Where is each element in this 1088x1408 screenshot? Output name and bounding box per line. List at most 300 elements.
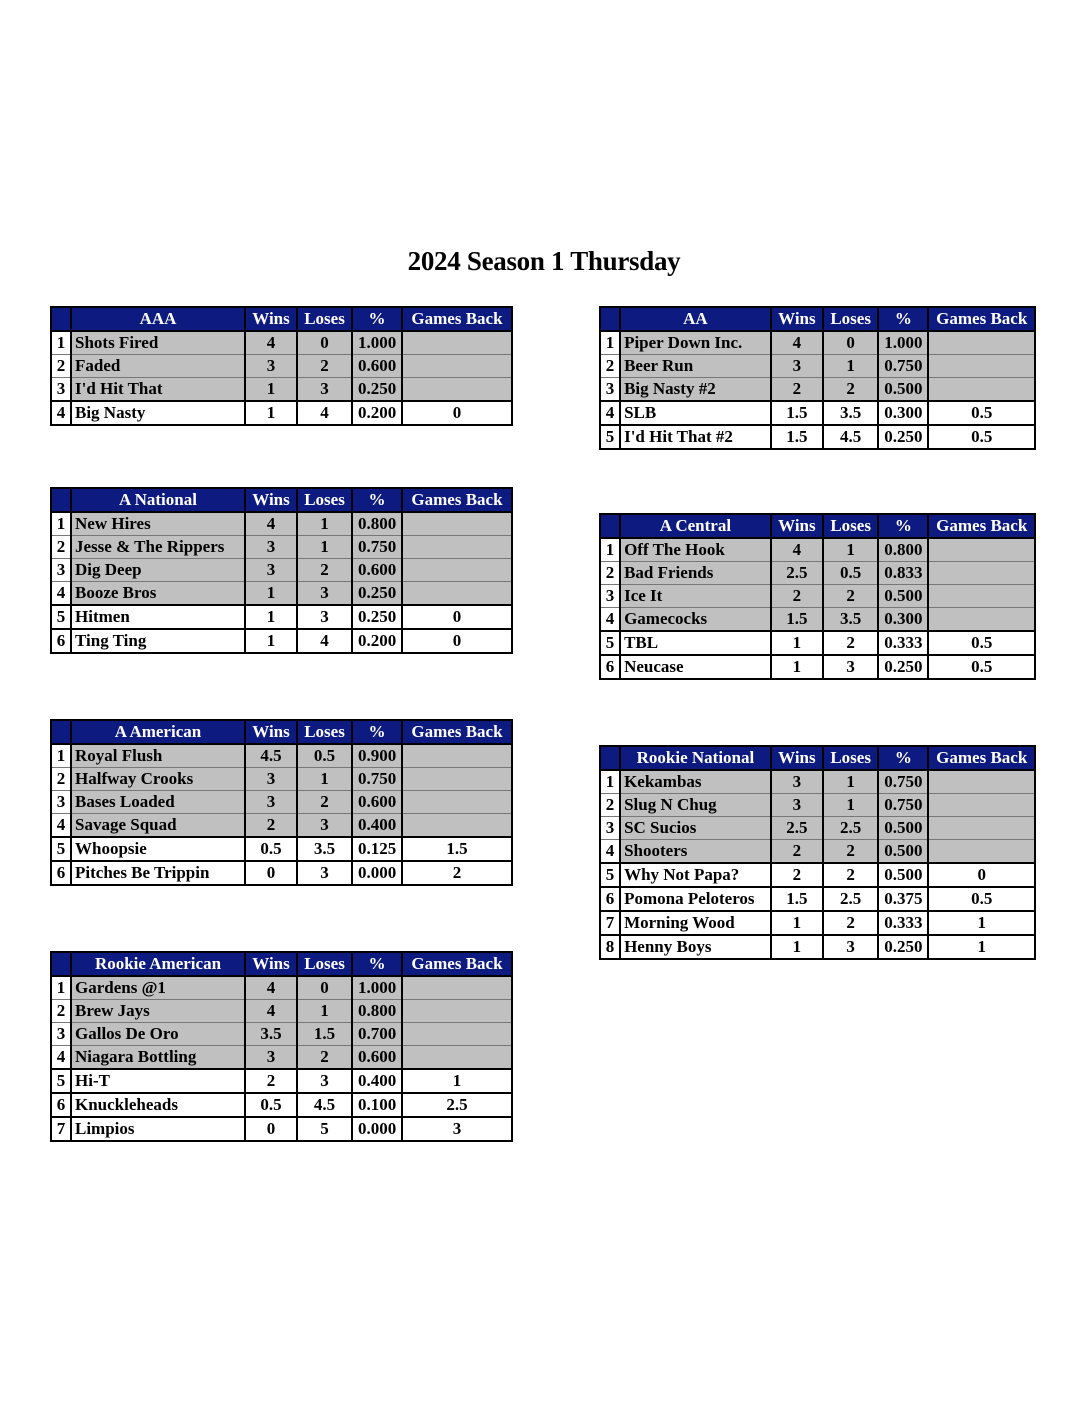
wins-cell: 1 bbox=[771, 655, 823, 679]
wins-cell: 1.5 bbox=[771, 608, 823, 632]
rank-cell: 1 bbox=[600, 538, 620, 562]
loses-cell: 2 bbox=[823, 378, 878, 402]
division-name: A National bbox=[71, 488, 245, 512]
loses-cell: 2 bbox=[297, 791, 352, 814]
loses-cell: 2 bbox=[297, 1046, 352, 1070]
pct-cell: 0.600 bbox=[352, 1046, 402, 1070]
team-name-cell: New Hires bbox=[71, 512, 245, 536]
pct-cell: 0.250 bbox=[352, 378, 402, 402]
games-back-cell bbox=[928, 585, 1035, 608]
loses-cell: 4.5 bbox=[823, 425, 878, 449]
wins-cell: 3 bbox=[245, 559, 297, 582]
loses-cell: 1 bbox=[297, 512, 352, 536]
table-row bbox=[51, 559, 512, 582]
header-wins: Wins bbox=[245, 952, 297, 976]
games-back-cell bbox=[402, 1023, 512, 1046]
loses-cell: 5 bbox=[297, 1117, 352, 1141]
loses-cell: 3.5 bbox=[823, 608, 878, 632]
rank-cell: 2 bbox=[600, 562, 620, 585]
wins-cell: 3 bbox=[245, 355, 297, 378]
table-row bbox=[51, 355, 512, 378]
pct-cell: 0.250 bbox=[878, 425, 928, 449]
table-row bbox=[600, 863, 1035, 887]
header-pct: % bbox=[352, 488, 402, 512]
team-name-cell: Knuckleheads bbox=[71, 1093, 245, 1117]
wins-cell: 0 bbox=[245, 1117, 297, 1141]
pct-cell: 0.300 bbox=[878, 608, 928, 632]
pct-cell: 0.750 bbox=[878, 355, 928, 378]
table-row bbox=[600, 585, 1035, 608]
table-row bbox=[600, 631, 1035, 655]
rank-cell: 3 bbox=[600, 817, 620, 840]
rank-cell: 2 bbox=[51, 768, 71, 791]
loses-cell: 3 bbox=[297, 1069, 352, 1093]
rank-cell: 4 bbox=[51, 814, 71, 838]
table-row bbox=[600, 378, 1035, 402]
games-back-cell bbox=[402, 378, 512, 402]
team-name-cell: Off The Hook bbox=[620, 538, 771, 562]
table-row bbox=[51, 1069, 512, 1093]
team-name-cell: Bases Loaded bbox=[71, 791, 245, 814]
team-name-cell: I'd Hit That bbox=[71, 378, 245, 402]
header-wins: Wins bbox=[245, 488, 297, 512]
table-header-row bbox=[600, 307, 1035, 331]
games-back-cell: 0.5 bbox=[928, 655, 1035, 679]
header-wins: Wins bbox=[771, 514, 823, 538]
standings-table-aaa bbox=[50, 306, 513, 426]
division-name: Rookie American bbox=[71, 952, 245, 976]
wins-cell: 1 bbox=[245, 629, 297, 653]
pct-cell: 0.250 bbox=[352, 605, 402, 629]
games-back-cell bbox=[402, 1046, 512, 1070]
team-name-cell: Henny Boys bbox=[620, 935, 771, 959]
pct-cell: 0.250 bbox=[878, 655, 928, 679]
rank-cell: 2 bbox=[600, 355, 620, 378]
table-row bbox=[600, 817, 1035, 840]
games-back-cell bbox=[402, 768, 512, 791]
loses-cell: 3 bbox=[297, 378, 352, 402]
pct-cell: 0.100 bbox=[352, 1093, 402, 1117]
loses-cell: 1 bbox=[297, 768, 352, 791]
loses-cell: 3 bbox=[297, 814, 352, 838]
games-back-cell: 0.5 bbox=[928, 887, 1035, 911]
wins-cell: 2 bbox=[245, 814, 297, 838]
wins-cell: 1.5 bbox=[771, 401, 823, 425]
games-back-cell bbox=[928, 538, 1035, 562]
rank-cell: 2 bbox=[51, 1000, 71, 1023]
pct-cell: 0.500 bbox=[878, 840, 928, 864]
rank-cell: 3 bbox=[600, 585, 620, 608]
header-wins: Wins bbox=[771, 307, 823, 331]
wins-cell: 0.5 bbox=[245, 1093, 297, 1117]
standings-table-rookie-national bbox=[599, 745, 1036, 960]
table-row bbox=[51, 629, 512, 653]
wins-cell: 3 bbox=[771, 770, 823, 794]
table-row bbox=[600, 794, 1035, 817]
header-loses: Loses bbox=[297, 952, 352, 976]
loses-cell: 1 bbox=[823, 794, 878, 817]
team-name-cell: Halfway Crooks bbox=[71, 768, 245, 791]
table-row bbox=[51, 536, 512, 559]
team-name-cell: Shooters bbox=[620, 840, 771, 864]
team-name-cell: Royal Flush bbox=[71, 744, 245, 768]
table-row bbox=[51, 1117, 512, 1141]
rank-cell: 3 bbox=[51, 378, 71, 402]
table-row bbox=[51, 331, 512, 355]
table-row bbox=[51, 768, 512, 791]
loses-cell: 1 bbox=[297, 1000, 352, 1023]
table-row bbox=[51, 401, 512, 425]
games-back-cell: 1 bbox=[928, 935, 1035, 959]
games-back-cell: 0.5 bbox=[928, 401, 1035, 425]
table-header-row bbox=[51, 307, 512, 331]
rank-cell: 2 bbox=[600, 794, 620, 817]
standings-table-a-central bbox=[599, 513, 1036, 680]
header-pct: % bbox=[878, 307, 928, 331]
header-rank bbox=[51, 488, 71, 512]
table-row bbox=[600, 401, 1035, 425]
table-row bbox=[51, 1000, 512, 1023]
wins-cell: 2.5 bbox=[771, 817, 823, 840]
table-header-row bbox=[600, 746, 1035, 770]
loses-cell: 0 bbox=[297, 976, 352, 1000]
team-name-cell: Big Nasty #2 bbox=[620, 378, 771, 402]
header-wins: Wins bbox=[771, 746, 823, 770]
team-name-cell: Slug N Chug bbox=[620, 794, 771, 817]
pct-cell: 0.400 bbox=[352, 1069, 402, 1093]
rank-cell: 4 bbox=[51, 582, 71, 606]
loses-cell: 3 bbox=[297, 861, 352, 885]
wins-cell: 3 bbox=[245, 536, 297, 559]
rank-cell: 5 bbox=[51, 837, 71, 861]
games-back-cell bbox=[402, 582, 512, 606]
wins-cell: 2.5 bbox=[771, 562, 823, 585]
team-name-cell: Jesse & The Rippers bbox=[71, 536, 245, 559]
standings-table-a-national bbox=[50, 487, 513, 654]
rank-cell: 1 bbox=[600, 331, 620, 355]
rank-cell: 5 bbox=[51, 1069, 71, 1093]
rank-cell: 7 bbox=[51, 1117, 71, 1141]
loses-cell: 4 bbox=[297, 629, 352, 653]
wins-cell: 2 bbox=[771, 378, 823, 402]
pct-cell: 1.000 bbox=[352, 976, 402, 1000]
games-back-cell bbox=[402, 814, 512, 838]
wins-cell: 4 bbox=[771, 538, 823, 562]
team-name-cell: Gallos De Oro bbox=[71, 1023, 245, 1046]
games-back-cell: 0 bbox=[402, 605, 512, 629]
table-row bbox=[51, 582, 512, 606]
wins-cell: 3 bbox=[771, 355, 823, 378]
rank-cell: 6 bbox=[51, 1093, 71, 1117]
table-row bbox=[51, 791, 512, 814]
loses-cell: 3 bbox=[823, 935, 878, 959]
wins-cell: 4 bbox=[771, 331, 823, 355]
pct-cell: 1.000 bbox=[352, 331, 402, 355]
team-name-cell: Ice It bbox=[620, 585, 771, 608]
loses-cell: 3 bbox=[297, 605, 352, 629]
wins-cell: 1 bbox=[245, 401, 297, 425]
team-name-cell: Ting Ting bbox=[71, 629, 245, 653]
games-back-cell: 2.5 bbox=[402, 1093, 512, 1117]
loses-cell: 0 bbox=[823, 331, 878, 355]
rank-cell: 6 bbox=[600, 655, 620, 679]
pct-cell: 0.500 bbox=[878, 817, 928, 840]
wins-cell: 3 bbox=[771, 794, 823, 817]
team-name-cell: Hitmen bbox=[71, 605, 245, 629]
team-name-cell: Pomona Peloteros bbox=[620, 887, 771, 911]
team-name-cell: Piper Down Inc. bbox=[620, 331, 771, 355]
rank-cell: 1 bbox=[51, 512, 71, 536]
team-name-cell: Savage Squad bbox=[71, 814, 245, 838]
team-name-cell: Booze Bros bbox=[71, 582, 245, 606]
header-games-back: Games Back bbox=[928, 746, 1035, 770]
loses-cell: 0.5 bbox=[297, 744, 352, 768]
rank-cell: 3 bbox=[600, 378, 620, 402]
games-back-cell bbox=[928, 608, 1035, 632]
loses-cell: 2.5 bbox=[823, 817, 878, 840]
rank-cell: 5 bbox=[600, 863, 620, 887]
pct-cell: 0.500 bbox=[878, 863, 928, 887]
table-row bbox=[51, 512, 512, 536]
pct-cell: 0.400 bbox=[352, 814, 402, 838]
wins-cell: 0.5 bbox=[245, 837, 297, 861]
rank-cell: 4 bbox=[51, 401, 71, 425]
table-row bbox=[51, 814, 512, 838]
table-row bbox=[600, 331, 1035, 355]
pct-cell: 0.800 bbox=[352, 1000, 402, 1023]
pct-cell: 0.833 bbox=[878, 562, 928, 585]
header-rank bbox=[51, 720, 71, 744]
header-games-back: Games Back bbox=[402, 488, 512, 512]
rank-cell: 4 bbox=[600, 608, 620, 632]
rank-cell: 6 bbox=[51, 629, 71, 653]
wins-cell: 2 bbox=[771, 863, 823, 887]
table-row bbox=[51, 1046, 512, 1070]
rank-cell: 4 bbox=[51, 1046, 71, 1070]
loses-cell: 4 bbox=[297, 401, 352, 425]
header-wins: Wins bbox=[245, 307, 297, 331]
wins-cell: 1.5 bbox=[771, 887, 823, 911]
table-row bbox=[51, 744, 512, 768]
pct-cell: 0.200 bbox=[352, 629, 402, 653]
games-back-cell bbox=[402, 791, 512, 814]
rank-cell: 1 bbox=[600, 770, 620, 794]
division-name: A Central bbox=[620, 514, 771, 538]
pct-cell: 0.200 bbox=[352, 401, 402, 425]
pct-cell: 0.000 bbox=[352, 1117, 402, 1141]
rank-cell: 2 bbox=[51, 355, 71, 378]
table-row bbox=[51, 378, 512, 402]
header-rank bbox=[600, 307, 620, 331]
team-name-cell: Hi-T bbox=[71, 1069, 245, 1093]
pct-cell: 0.600 bbox=[352, 791, 402, 814]
header-wins: Wins bbox=[245, 720, 297, 744]
loses-cell: 2 bbox=[297, 355, 352, 378]
table-row bbox=[51, 605, 512, 629]
loses-cell: 1 bbox=[823, 538, 878, 562]
games-back-cell bbox=[402, 331, 512, 355]
pct-cell: 0.375 bbox=[878, 887, 928, 911]
team-name-cell: Big Nasty bbox=[71, 401, 245, 425]
wins-cell: 3.5 bbox=[245, 1023, 297, 1046]
header-loses: Loses bbox=[297, 720, 352, 744]
header-pct: % bbox=[352, 307, 402, 331]
team-name-cell: Dig Deep bbox=[71, 559, 245, 582]
wins-cell: 1 bbox=[245, 582, 297, 606]
loses-cell: 1 bbox=[823, 355, 878, 378]
rank-cell: 6 bbox=[600, 887, 620, 911]
loses-cell: 0.5 bbox=[823, 562, 878, 585]
loses-cell: 1.5 bbox=[297, 1023, 352, 1046]
standings-table-a-american bbox=[50, 719, 513, 886]
wins-cell: 3 bbox=[245, 1046, 297, 1070]
games-back-cell bbox=[928, 355, 1035, 378]
wins-cell: 1 bbox=[771, 935, 823, 959]
loses-cell: 1 bbox=[297, 536, 352, 559]
division-name: AAA bbox=[71, 307, 245, 331]
pct-cell: 0.250 bbox=[352, 582, 402, 606]
pct-cell: 0.800 bbox=[352, 512, 402, 536]
wins-cell: 2 bbox=[771, 585, 823, 608]
header-games-back: Games Back bbox=[928, 514, 1035, 538]
team-name-cell: Why Not Papa? bbox=[620, 863, 771, 887]
header-pct: % bbox=[352, 952, 402, 976]
wins-cell: 2 bbox=[771, 840, 823, 864]
table-header-row bbox=[600, 514, 1035, 538]
team-name-cell: Niagara Bottling bbox=[71, 1046, 245, 1070]
header-games-back: Games Back bbox=[402, 720, 512, 744]
pct-cell: 0.750 bbox=[878, 770, 928, 794]
table-row bbox=[600, 562, 1035, 585]
games-back-cell: 1 bbox=[402, 1069, 512, 1093]
header-games-back: Games Back bbox=[402, 952, 512, 976]
header-loses: Loses bbox=[297, 307, 352, 331]
wins-cell: 4 bbox=[245, 1000, 297, 1023]
pct-cell: 0.300 bbox=[878, 401, 928, 425]
pct-cell: 0.125 bbox=[352, 837, 402, 861]
wins-cell: 4 bbox=[245, 512, 297, 536]
table-row bbox=[51, 1023, 512, 1046]
loses-cell: 3 bbox=[823, 655, 878, 679]
games-back-cell bbox=[928, 378, 1035, 402]
games-back-cell: 2 bbox=[402, 861, 512, 885]
rank-cell: 3 bbox=[51, 1023, 71, 1046]
games-back-cell: 0 bbox=[928, 863, 1035, 887]
wins-cell: 4 bbox=[245, 976, 297, 1000]
games-back-cell bbox=[402, 976, 512, 1000]
division-name: Rookie National bbox=[620, 746, 771, 770]
wins-cell: 3 bbox=[245, 791, 297, 814]
loses-cell: 2 bbox=[823, 631, 878, 655]
table-row bbox=[600, 655, 1035, 679]
team-name-cell: I'd Hit That #2 bbox=[620, 425, 771, 449]
rank-cell: 5 bbox=[600, 425, 620, 449]
team-name-cell: Brew Jays bbox=[71, 1000, 245, 1023]
header-games-back: Games Back bbox=[402, 307, 512, 331]
loses-cell: 0 bbox=[297, 331, 352, 355]
pct-cell: 1.000 bbox=[878, 331, 928, 355]
pct-cell: 0.750 bbox=[352, 536, 402, 559]
rank-cell: 3 bbox=[51, 559, 71, 582]
table-row bbox=[600, 355, 1035, 378]
games-back-cell bbox=[928, 840, 1035, 864]
header-pct: % bbox=[878, 514, 928, 538]
pct-cell: 0.600 bbox=[352, 559, 402, 582]
wins-cell: 1 bbox=[771, 631, 823, 655]
team-name-cell: SLB bbox=[620, 401, 771, 425]
pct-cell: 0.333 bbox=[878, 911, 928, 935]
header-loses: Loses bbox=[297, 488, 352, 512]
division-name: AA bbox=[620, 307, 771, 331]
rank-cell: 8 bbox=[600, 935, 620, 959]
loses-cell: 3.5 bbox=[823, 401, 878, 425]
header-games-back: Games Back bbox=[928, 307, 1035, 331]
table-row bbox=[51, 837, 512, 861]
games-back-cell: 1.5 bbox=[402, 837, 512, 861]
games-back-cell: 0.5 bbox=[928, 425, 1035, 449]
team-name-cell: Neucase bbox=[620, 655, 771, 679]
games-back-cell bbox=[928, 794, 1035, 817]
games-back-cell: 0.5 bbox=[928, 631, 1035, 655]
wins-cell: 1 bbox=[245, 605, 297, 629]
games-back-cell bbox=[928, 817, 1035, 840]
rank-cell: 1 bbox=[51, 976, 71, 1000]
table-row bbox=[51, 1093, 512, 1117]
pct-cell: 0.750 bbox=[878, 794, 928, 817]
pct-cell: 0.250 bbox=[878, 935, 928, 959]
games-back-cell bbox=[402, 744, 512, 768]
team-name-cell: Whoopsie bbox=[71, 837, 245, 861]
header-rank bbox=[600, 514, 620, 538]
games-back-cell: 1 bbox=[928, 911, 1035, 935]
pct-cell: 0.333 bbox=[878, 631, 928, 655]
team-name-cell: TBL bbox=[620, 631, 771, 655]
pct-cell: 0.600 bbox=[352, 355, 402, 378]
rank-cell: 5 bbox=[51, 605, 71, 629]
header-pct: % bbox=[352, 720, 402, 744]
loses-cell: 2 bbox=[823, 863, 878, 887]
loses-cell: 2 bbox=[297, 559, 352, 582]
games-back-cell bbox=[928, 770, 1035, 794]
loses-cell: 2 bbox=[823, 585, 878, 608]
loses-cell: 2 bbox=[823, 911, 878, 935]
pct-cell: 0.500 bbox=[878, 585, 928, 608]
wins-cell: 3 bbox=[245, 768, 297, 791]
pct-cell: 0.800 bbox=[878, 538, 928, 562]
games-back-cell bbox=[402, 355, 512, 378]
table-row bbox=[600, 935, 1035, 959]
rank-cell: 5 bbox=[600, 631, 620, 655]
pct-cell: 0.900 bbox=[352, 744, 402, 768]
pct-cell: 0.500 bbox=[878, 378, 928, 402]
games-back-cell bbox=[402, 512, 512, 536]
header-loses: Loses bbox=[823, 307, 878, 331]
header-rank bbox=[600, 746, 620, 770]
table-row bbox=[51, 861, 512, 885]
pct-cell: 0.750 bbox=[352, 768, 402, 791]
header-pct: % bbox=[878, 746, 928, 770]
loses-cell: 2.5 bbox=[823, 887, 878, 911]
header-loses: Loses bbox=[823, 746, 878, 770]
loses-cell: 3 bbox=[297, 582, 352, 606]
table-header-row bbox=[51, 720, 512, 744]
games-back-cell: 3 bbox=[402, 1117, 512, 1141]
team-name-cell: Faded bbox=[71, 355, 245, 378]
games-back-cell bbox=[402, 559, 512, 582]
pct-cell: 0.000 bbox=[352, 861, 402, 885]
standings-table-aa bbox=[599, 306, 1036, 450]
wins-cell: 1.5 bbox=[771, 425, 823, 449]
